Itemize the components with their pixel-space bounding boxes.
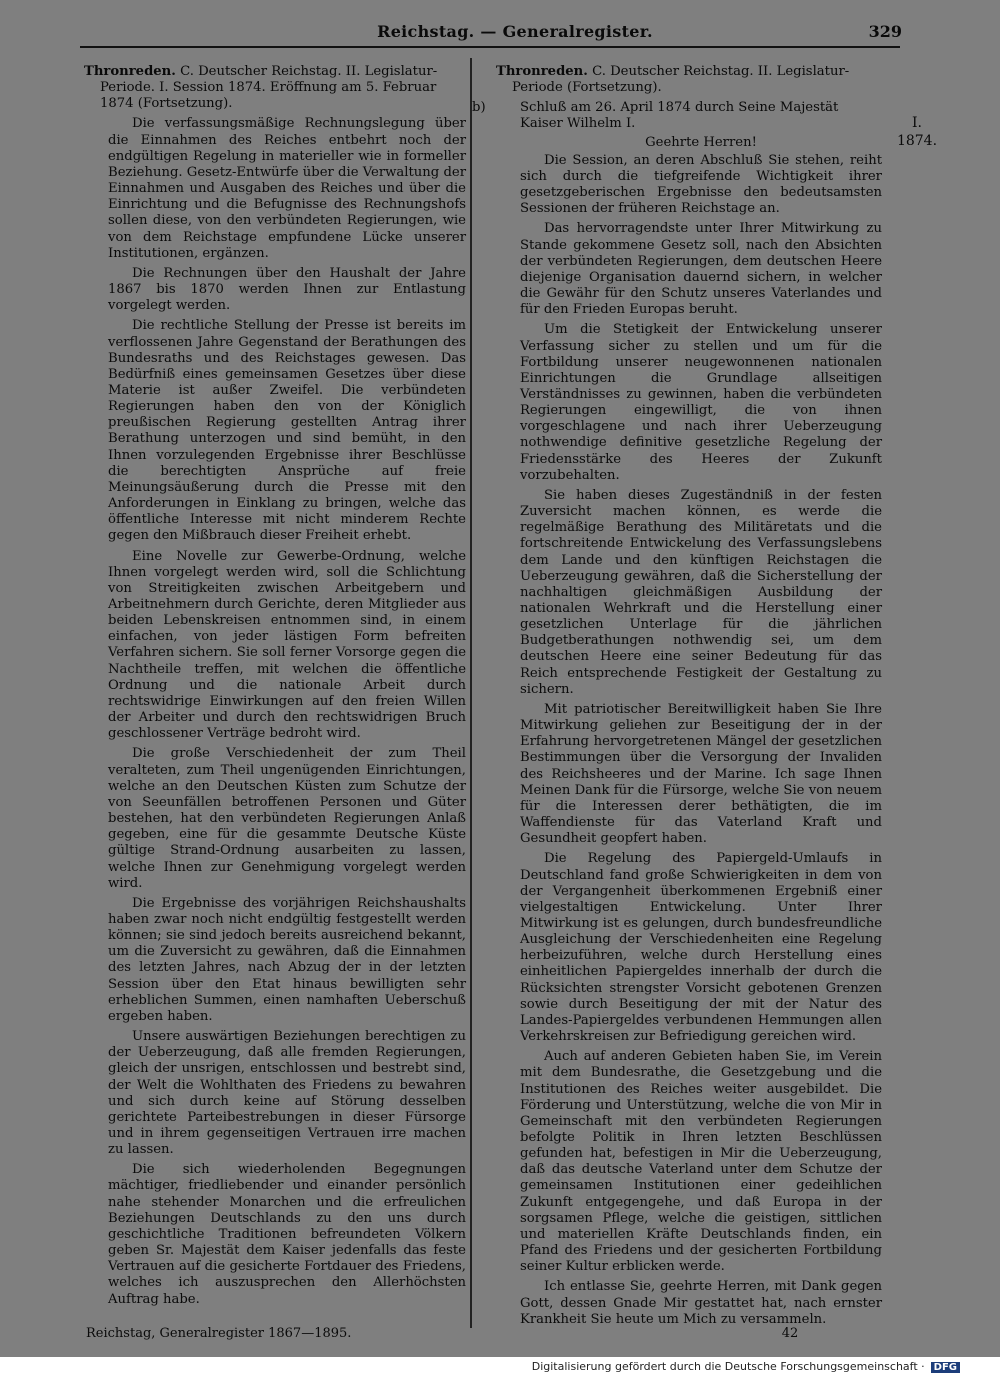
item-label: b) [472,100,486,116]
paragraph: Um die Stetigkeit der Entwickelung unserer Verfassung sicher zu stellen und um für die Fortbildung unserer neugewonnenen nationalen Einrichtungen die Grundlage allseitigen Verständnisses zu gewinnen, haben die verbündeten Regierungen eingewilligt, die von ihnen vorgeschlagene und nach ihrer Ueberzeugung nothwendige definitive gesetzliche Regelung der Friedensstärke des Heeres der Zukunft vorzubehalten. [520,322,882,483]
margin-note [892,114,942,150]
running-header-title: Reichstag. — Generalregister. [377,22,653,41]
column-divider [470,58,472,1328]
paragraph: Das hervorragendste unter Ihrer Mitwirkung zu Stande gekommene Gesetz soll, nach den Absichten der verbündeten Regierungen, dem deutschen Heere diejenige Organisation dauernd sichern, in welcher die Gewähr für den Schutz unseres Vaterlandes und für den Frieden Europas beruht. [520,221,882,318]
paragraph: Die rechtliche Stellung der Presse ist bereits im verflossenen Jahre Gegenstand der Berathungen des Bundesraths und des Reichstages gewesen. Das Bedürfniß eines gemeinsamen Gesetzes über diese Materie ist außer Zweifel. Die verbündeten Regierungen haben den von der Königlich preußischen Regierung gestellten Antrag ihrer Berathung unterzogen und sind bemüht, in den Ihnen vorzulegenden Ergebnisse ihrer Beschlüsse die berechtigten Ansprüche auf freie Meinungsäußerung durch die Presse mit den Anforderungen in Einklang zu bringen, welche das öffentliche Interesse mit nicht minderem Rechte gegen den Mißbrauch dieser Freiheit erhebt. [108,318,466,544]
dfg-logo: DFG [931,1362,960,1373]
paragraph: Eine Novelle zur Gewerbe-Ordnung, welche Ihnen vorgelegt werden wird, soll die Schlichtung von Streitigkeiten zwischen Arbeitgebern und Arbeitnehmern durch Gerichte, deren Mitglieder aus beiden Lebenskreisen entnommen sind, in einem einfachen, von jeder lästigen Form befreiten Verfahren sichern. Sie soll ferner Vorsorge gegen die Nachtheile treffen, mit welchen die öffentliche Ordnung und die nationale Arbeit durch rechtswidrige Einwirkungen auf den freien Willen der Arbeiter und durch den rechtswidrigen Bruch geschlossener Verträge bedroht wird. [108,548,466,742]
heading-text: C. Deutscher Reichstag. II. Legislatur-Periode. I. Session 1874. Eröffnung am 5. Februar 1874 (Fortsetzung). [100,64,438,112]
page-number: 329 [868,22,902,41]
paragraph: Mit patriotischer Bereitwilligkeit haben Sie Ihre Mitwirkung geliehen zur Beseitigung der in der Erfahrung hervorgetretenen Mängel der gesetzlichen Bestimmungen über die Versorgung der Invaliden des Reichsheeres und der Marine. Ich sage Ihnen Meinen Dank für die Fürsorge, welche Sie von neuem für die Interessen derer bethätigten, die im Waffendienste für das Vaterland Kraft und Gesundheit geopfert haben. [520,701,882,847]
paragraph: Die Ergebnisse des vorjährigen Reichshaushalts haben zwar noch nicht endgültig festgestellt werden können; sie sind jedoch bereits ausreichend bekannt, um die Zuversicht zu gewähren, daß die Einnahmen des letzten Jahres, nach Abzug der in der letzten Session über den Etat hinaus bewilligten sehr erheblichen Summen, einen namhaften Ueberschuß ergeben haben. [108,895,466,1024]
heading-text: C. Deutscher Reichstag. II. Legislatur-Periode (Fortsetzung). [512,64,850,96]
paragraph: Die sich wiederholenden Begegnungen mächtiger, friedliebender und einander persönlich nahe stehender Monarchen und die erfreulichen Beziehungen Deutschlands zu den uns durch geschichtliche Traditionen befreundeten Völkern geben Sr. Majestät dem Kaiser jedenfalls das feste Vertrauen auf die gesicherte Fortdauer des Friedens, welches ich auszusprechen den Allerhöchsten Auftrag habe. [108,1162,466,1307]
paragraph: Unsere auswärtigen Beziehungen berechtigen zu der Ueberzeugung, daß alle fremden Regierungen, gleich der unsrigen, entschlossen und bestrebt sind, der Welt die Wohlthaten des Friedens zu bewahren und sich durch keine auf Störung desselben gerichtete Parteibestrebungen in dieser Fürsorge und in ihrem gegenseitigen Vertrauen irre machen zu lassen. [108,1029,466,1158]
paragraph: Auch auf anderen Gebieten haben Sie, im Verein mit dem Bundesrathe, die Gesetzgebung und die Institutionen des Reiches weiter ausgebildet. Die Förderung und Unterstützung, welche die von Mir in Gemeinschaft mit den verbündeten Regierungen befolgte Politik in Ihren letzten Beschlüssen gefunden hat, befestigen in Mir die Ueberzeugung, daß das deutsche Vaterland unter dem Schutze der gemeinsamen Institutionen einer gedeihlichen Zukunft entgegengehe, und daß Europa in der sorgsamen Pflege, welche die geistigen, sittlichen und materiellen Kräfte Deutschlands finden, ein Pfand des Friedens und der gesicherten Fortbildung seiner Kultur erblicken werde. [520,1049,882,1275]
paragraph: Die Session, an deren Abschluß Sie stehen, reiht sich durch die tiefgreifende Wichtigkeit ihrer gesetzgeberischen Ergebnisse den bedeutsamsten Sessionen der früheren Reichstage an. [520,152,882,217]
margin-note-period: I. [912,115,922,131]
paragraph: Sie haben dieses Zugeständniß in der festen Zuversicht machen können, es werde die regelmäßige Berathung des Militäretats und die fortschreitende Entwickelung des Verfassungslebens dem Lande und den künftigen Reichstagen die Ueberzeugung gewähren, daß die Sicherstellung der nachhaltigen gleichmäßigen Ausbildung der nationalen Wehrkraft und die Herstellung einer gesetzlichen Unterlage für die jährlichen Budgetberathungen nothwendig sei, um dem deutschen Heere eine seiner Bedeutung für das Reich entsprechende Festigkeit der Gestaltung zu sichern. [520,487,882,697]
paragraph: Die Rechnungen über den Haushalt der Jahre 1867 bis 1870 werden Ihnen zur Entlastung vorgelegt werden. [108,265,466,314]
credit-text: Digitalisierung gefördert durch die Deutsche Forschungsgemeinschaft · [531,1360,925,1373]
right-column-heading [496,64,882,96]
heading-keyword: Thronreden. [84,64,176,79]
footer-source: Reichstag, Generalregister 1867—1895. [86,1326,352,1341]
left-column [84,64,466,1312]
section-item-title [472,100,882,132]
paragraph: Die Regelung des Papiergeld-Umlaufs in Deutschland fand große Schwierigkeiten in dem von der Vergangenheit überkommenen Ergebniß einer vielgestaltigen Entwickelung. Unter Ihrer Mitwirkung ist es gelungen, durch bundesfreundliche Ausgleichung der Verschiedenheiten eine Regelung herbeizuführen, welche durch Herstellung eines einheitlichen Papiergeldes innerhalb der durch die Rücksichten strengster Vorsicht gebotenen Grenzen sowie durch Beseitigung der mit der Natur des Landes-Papiergeldes verbundenen Hemmungen allen Verkehrskreisen zur Befriedigung gereichen wird. [520,851,882,1045]
header-rule [80,46,900,48]
left-column-heading [84,64,466,112]
footer-sheet-number: 42 [781,1326,799,1341]
right-column [472,64,882,1332]
item-title-text: Schluß am 26. April 1874 durch Seine Majestät Kaiser Wilhelm I. [520,100,839,132]
salutation: Geehrte Herren! [645,134,757,150]
paragraph: Die große Verschiedenheit der zum Theil veralteten, zum Theil ungenügenden Einrichtungen, welche an den Deutschen Küsten zum Schutze der von Seeunfällen betroffenen Personen und Güter bestehen, hat den verbündeten Regierungen Anlaß gegeben, eine für die gesammte Deutsche Küste gültige Strand-Ordnung ausarbeiten zu lassen, welche Ihnen zur Genehmigung vorgelegt werden wird. [108,746,466,891]
margin-note-year: 1874. [896,133,938,149]
digitization-credit [532,1360,960,1373]
heading-keyword: Thronreden. [496,64,588,79]
paragraph: Die verfassungsmäßige Rechnungslegung über die Einnahmen des Reiches entbehrt noch der endgültigen Regelung in materieller wie in formeller Beziehung. Gesetz-Entwürfe über die Verwaltung der Einnahmen und Ausgaben des Reiches und über die Einrichtung und die Befugnisse des Rechnungshofs sollen diese, von den verbündeten Regierungen, wie von dem Reichstage empfundene Lücke unserer Institutionen, ergänzen. [108,116,466,261]
paragraph: Ich entlasse Sie, geehrte Herren, mit Dank gegen Gott, dessen Gnade Mir gestattet hat, nach ernster Krankheit Sie heute um Mich zu versammeln. [520,1279,882,1327]
